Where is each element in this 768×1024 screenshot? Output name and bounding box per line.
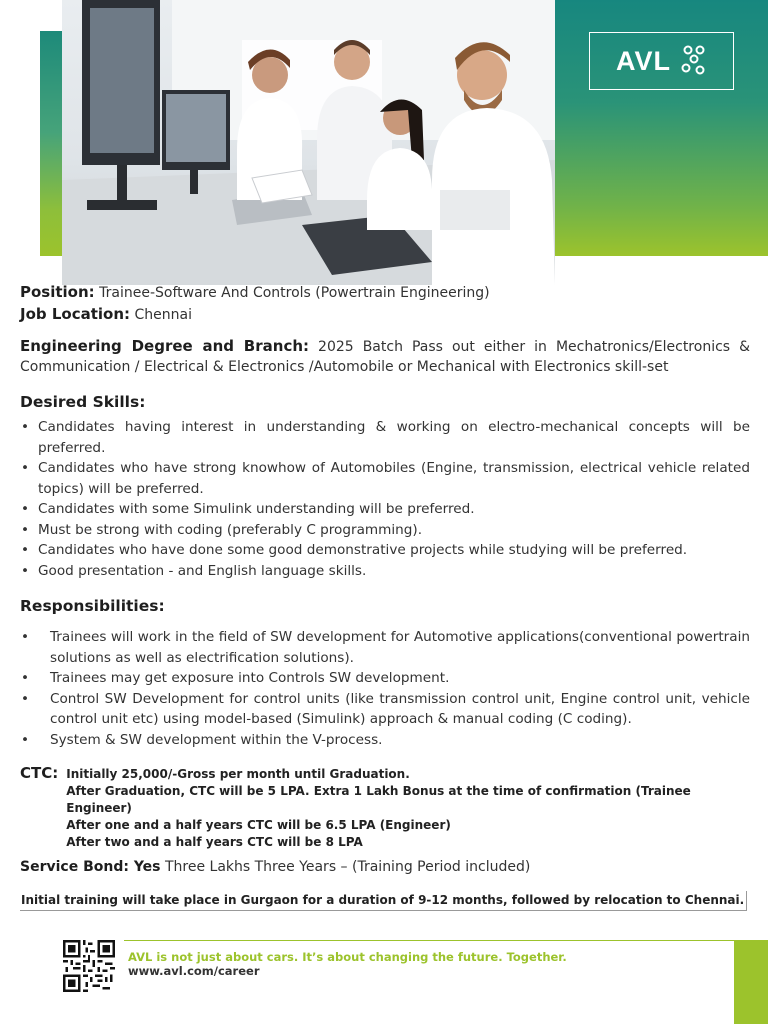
career-url-link[interactable]: www.avl.com/career <box>128 964 260 978</box>
footer-divider <box>124 940 736 941</box>
ctc-line: After two and a half years CTC will be 8 LPA <box>66 835 363 849</box>
list-item: • Candidates with some Simulink understanding will be preferred. <box>20 499 750 520</box>
location-line <box>20 304 750 326</box>
ctc-lines <box>66 764 750 851</box>
degree-label: Engineering Degree and Branch: <box>20 337 310 355</box>
list-item: • Must be strong with coding (preferably C programming). <box>20 520 750 541</box>
position-label: Position: <box>20 283 95 301</box>
degree-line <box>20 336 750 377</box>
position-line <box>20 282 750 304</box>
position-value: Trainee-Software And Controls (Powertrain Engineering) <box>99 285 490 301</box>
location-value: Chennai <box>134 307 192 323</box>
avl-logo-icon <box>681 44 707 78</box>
service-bond-line <box>20 859 750 875</box>
skills-list <box>20 417 750 581</box>
service-bond-value: Three Lakhs Three Years – (Training Period included) <box>164 859 531 875</box>
ctc-line: After Graduation, CTC will be 5 LPA. Extra 1 Lakh Bonus at the time of confirmation (Trainee Engineer) <box>66 784 691 815</box>
list-item: • Trainees will work in the field of SW development for Automotive applications(conventional powertrain solutions as well as electrification solutions). <box>20 627 750 668</box>
list-item: • Trainees may get exposure into Controls SW development. <box>20 668 750 689</box>
responsibilities-list <box>20 627 750 750</box>
ctc-label: CTC: <box>20 764 59 782</box>
responsibilities-title: Responsibilities: <box>20 597 165 615</box>
list-item: • System & SW development within the V-process. <box>20 730 750 751</box>
list-item: • Control SW Development for control units (like transmission control unit, Engine control unit, vehicle control unit etc) using model-based (Simulink) approach & manual coding (C coding). <box>20 689 750 730</box>
footer-tagline: AVL is not just about cars. It’s about changing the future. Together. <box>128 950 567 964</box>
list-item: • Candidates having interest in understanding & working on electro-mechanical concepts will be preferred. <box>20 417 750 458</box>
footer-green-bar <box>734 940 768 1024</box>
location-label: Job Location: <box>20 305 131 323</box>
decorative-green-strip <box>40 31 64 256</box>
ctc-line: After one and a half years CTC will be 6.5 LPA (Engineer) <box>66 818 451 832</box>
qr-code-icon <box>63 940 115 992</box>
ctc-block <box>20 764 750 851</box>
list-item: • Candidates who have strong knowhow of Automobiles (Engine, transmission, electrical vehicle related topics) will be preferred. <box>20 458 750 499</box>
training-notice: Initial training will take place in Gurgaon for a duration of 9-12 months, followed by relocation to Chennai. <box>20 891 747 911</box>
list-item: • Good presentation - and English language skills. <box>20 561 750 582</box>
team-at-computers-illustration <box>62 0 555 285</box>
logo-text: AVL <box>616 45 671 76</box>
service-bond-label: Service Bond: Yes <box>20 859 161 875</box>
hero-photo <box>62 0 555 285</box>
ctc-line: Initially 25,000/-Gross per month until Graduation. <box>66 767 410 781</box>
skills-title: Desired Skills: <box>20 393 146 411</box>
avl-logo <box>589 32 734 90</box>
degree-value: 2025 Batch Pass out either in Mechatronics/Electronics & Communication / Electrical & Electronics /Automobile or Mechanical with Electronics skill-set <box>20 339 751 375</box>
job-details <box>20 282 750 911</box>
list-item: • Candidates who have done some good demonstrative projects while studying will be preferred. <box>20 540 750 561</box>
